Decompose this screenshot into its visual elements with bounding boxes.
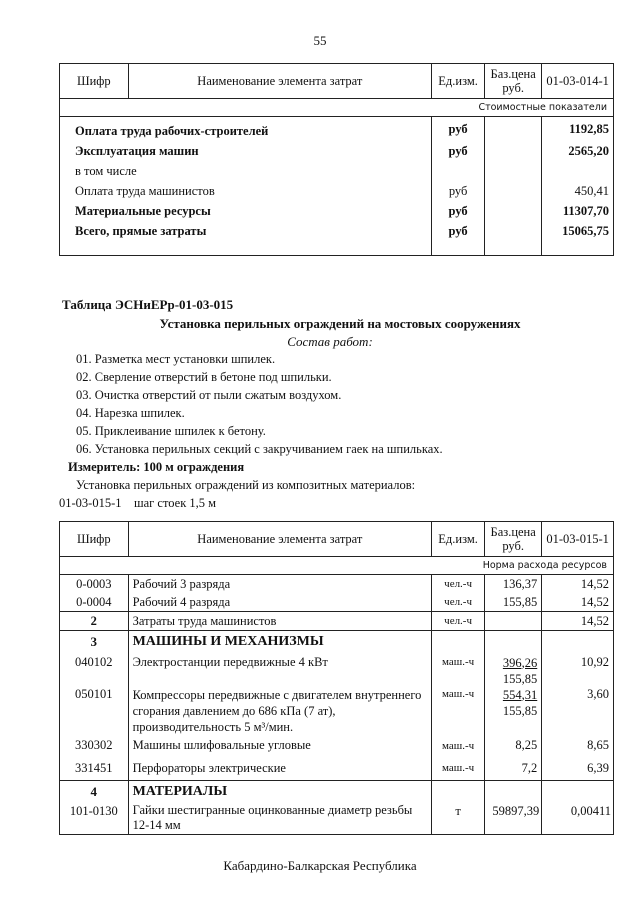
table-header-row <box>60 522 614 557</box>
table-row: 040102 Электростанции передвижные 4 кВт маш.-ч 396,26 155,85 10,92 <box>60 653 614 687</box>
table-row: 0-0003 Рабочий 3 разряда чел.-ч 136,37 14,52 <box>60 575 614 594</box>
page-number: 55 <box>313 33 327 48</box>
header-name: Наименование элемента затрат <box>128 64 432 99</box>
header-unit: Ед.изм. <box>432 64 485 99</box>
summary-row-value: 2565,20 <box>542 142 614 162</box>
table-subheader: Норма расхода ресурсов <box>60 557 614 575</box>
summary-row-unit: руб <box>432 142 485 162</box>
summary-row-name: Оплата труда рабочих-строителей <box>60 117 432 142</box>
summary-row-unit: руб <box>432 222 485 256</box>
table-row: 330302 Машины шлифовальные угловые маш.-ч 8,25 8,65 <box>60 735 614 757</box>
page-footer: Кабардино-Балкарская Республика <box>223 858 417 873</box>
meter: Измеритель: 100 м ограждения <box>68 460 245 474</box>
table-subheader: Стоимостные показатели <box>60 99 614 117</box>
summary-row-unit: руб <box>432 182 485 202</box>
summary-row-unit: руб <box>432 202 485 222</box>
summary-row-value: 450,41 <box>542 182 614 202</box>
table-row: 0-0004 Рабочий 4 разряда чел.-ч 155,85 14,52 <box>60 593 614 612</box>
header-column-code: 01-03-015-1 <box>542 522 614 557</box>
summary-row-value: 11307,70 <box>542 202 614 222</box>
work-step: 04. Нарезка шпилек. <box>76 406 185 420</box>
section-title: Установка перильных ограждений на мостовых сооружениях <box>159 316 521 331</box>
summary-row-name: Эксплуатация машин <box>60 142 432 162</box>
section-row: 3 МАШИНЫ И МЕХАНИЗМЫ <box>60 631 614 653</box>
table-row: 050101 Компрессоры передвижные с двигателем внутреннего сгорания давлением до 686 кПа (7 ат), производительность 5 м³/мин. маш.-ч 554,31 155,85 3,60 <box>60 687 614 735</box>
summary-row-unit: руб <box>432 117 485 142</box>
table-row: 101-0130 Гайки шестигранные оцинкованные диаметр резьбы 12-14 мм т 59897,39 0,00411 <box>60 803 614 835</box>
work-step: 03. Очистка отверстий от пыли сжатым воздухом. <box>76 388 342 402</box>
header-code: Шифр <box>60 522 129 557</box>
summary-row-name: Материальные ресурсы <box>60 202 432 222</box>
table-row: 331451 Перфораторы электрические маш.-ч 7,2 6,39 <box>60 757 614 781</box>
variant-code: 01-03-015-1 <box>59 496 122 510</box>
work-step: 02. Сверление отверстий в бетоне под шпильки. <box>76 370 332 384</box>
summary-row-value: 1192,85 <box>542 117 614 142</box>
summary-row-name: Всего, прямые затраты <box>60 222 432 256</box>
header-name: Наименование элемента затрат <box>128 522 432 557</box>
summary-row-name: Оплата труда машинистов <box>60 182 432 202</box>
work-step: 01. Разметка мест установки шпилек. <box>76 352 276 366</box>
header-code: Шифр <box>60 64 129 99</box>
header-base-price: Баз.цена руб. <box>485 522 542 557</box>
resource-norms-table <box>59 521 614 835</box>
header-base-price: Баз.цена руб. <box>485 64 542 99</box>
cost-indicators-table <box>59 63 614 256</box>
table-id: Таблица ЭСНиЕРр-01-03-015 <box>62 297 234 312</box>
work-step: 05. Приклеивание шпилек к бетону. <box>76 424 266 438</box>
description: Установка перильных ограждений из композитных материалов: <box>76 478 416 492</box>
summary-row-name: в том числе <box>60 162 432 182</box>
summary-row-value: 15065,75 <box>542 222 614 256</box>
section-row: 4 МАТЕРИАЛЫ <box>60 781 614 803</box>
header-column-code: 01-03-014-1 <box>542 64 614 99</box>
header-unit: Ед.изм. <box>432 522 485 557</box>
variant-text: шаг стоек 1,5 м <box>134 496 217 510</box>
table-row: 2 Затраты труда машинистов чел.-ч 14,52 <box>60 612 614 631</box>
work-step: 06. Установка перильных секций с закручиванием гаек на шпильках. <box>76 442 443 456</box>
table-header-row <box>60 64 614 99</box>
composition-label: Состав работ: <box>287 334 373 349</box>
